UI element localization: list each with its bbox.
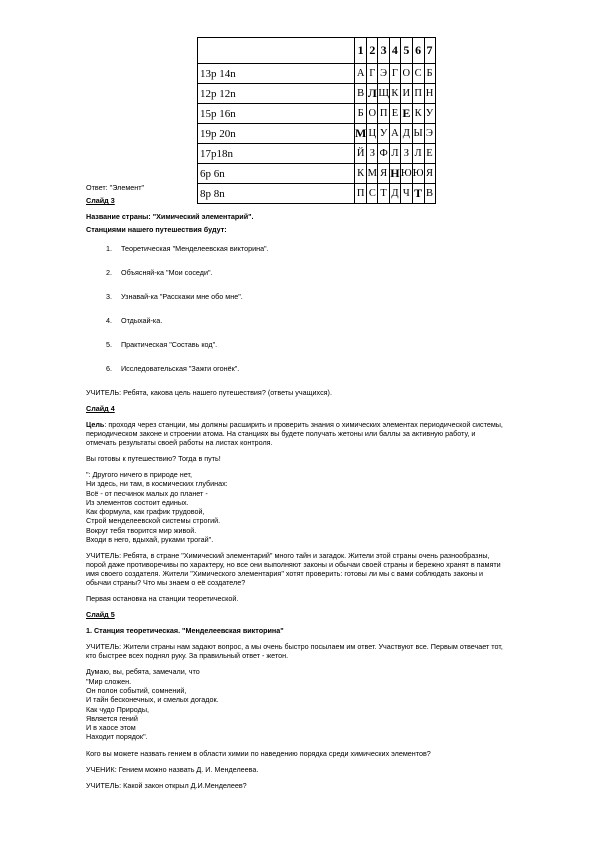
list-item <box>86 292 506 301</box>
table-row <box>198 144 436 164</box>
list-item-text: Объясняй-ка "Мои соседи". <box>121 268 213 277</box>
letter-cell: М <box>355 124 367 144</box>
letter-cell: Ы <box>412 124 424 144</box>
poem-line: Входи в него, вдыхай, руками трогай". <box>86 535 214 545</box>
letter-cell: Й <box>355 144 367 164</box>
poem-line: И в хаосе этом <box>86 723 136 733</box>
list-item <box>86 268 506 277</box>
letter-cell: М <box>367 164 378 184</box>
header-cell: 1 <box>355 38 367 64</box>
letter-cell: П <box>412 84 424 104</box>
list-item-number: 3. <box>106 292 112 301</box>
cipher-table <box>197 37 436 204</box>
table-row <box>198 164 436 184</box>
goal-paragraph <box>86 420 506 447</box>
poem-line: Как формула, как график трудовой, <box>86 507 205 517</box>
letter-cell: Д <box>400 124 412 144</box>
isotope-code-cell: 19р 20n <box>198 124 355 144</box>
list-item-text: Практическая "Составь код". <box>121 340 218 349</box>
letter-cell: Э <box>378 64 390 84</box>
table-row <box>198 84 436 104</box>
isotope-code-cell: 8р 8n <box>198 184 355 204</box>
list-item-number: 1. <box>106 244 112 253</box>
table-header-row <box>198 38 436 64</box>
station-1-title: 1. Станция теоретическая. "Менделеевская викторина" <box>86 626 284 636</box>
list-item-number: 5. <box>106 340 112 349</box>
letter-cell: Т <box>378 184 390 204</box>
letter-cell: Ц <box>367 124 378 144</box>
letter-cell: О <box>400 64 412 84</box>
letter-cell: Ч <box>400 184 412 204</box>
document-body <box>86 183 506 797</box>
teacher-paragraph: УЧИТЕЛЬ: Жители страны нам задают вопрос, а мы очень быстро посылаем им ответ. Участвуют все. Первым отвечает тот, кто быстрее всех поднял руку. За правильный ответ - жетон. <box>86 642 503 661</box>
letter-cell: З <box>400 144 412 164</box>
letter-cell: В <box>355 84 367 104</box>
letter-cell: С <box>412 64 424 84</box>
header-cell: 3 <box>378 38 390 64</box>
teacher-paragraph: УЧИТЕЛЬ: Ребята, в стране "Химический элементарий" много тайн и загадок. Жители этой страны очень разнообразны, порой даже противоречивы по характеру, но все они выполняют законы и обычаи своей страны и бережно хранят в памяти имя своего создателя. Жители "Химического элементария" хотят проверить: готовы ли мы с вами соблюдать законы и обычаи страны? Что мы знаем о её создателе? <box>86 551 501 588</box>
answer-text: Ответ: "Элемент" <box>86 183 145 192</box>
list-item <box>86 316 506 325</box>
letter-cell: Б <box>355 104 367 124</box>
isotope-code-cell: 6р 6n <box>198 164 355 184</box>
list-item <box>86 244 506 253</box>
letter-cell: Л <box>389 144 400 164</box>
country-name: Название страны: "Химический элементарий". <box>86 212 254 221</box>
letter-cell: Т <box>412 184 424 204</box>
poem-line: Всё - от песчинок малых до планет - <box>86 488 208 498</box>
letter-cell: А <box>389 124 400 144</box>
slide-5-heading: Слайд 5 <box>86 610 115 620</box>
letter-cell: Н <box>424 84 435 104</box>
table-row <box>198 124 436 144</box>
letter-cell: Л <box>412 144 424 164</box>
header-cell: 4 <box>389 38 400 64</box>
letter-cell: Ф <box>378 144 390 164</box>
letter-cell: К <box>389 84 400 104</box>
header-empty-cell <box>198 38 355 64</box>
first-stop-text: Первая остановка на станции теоретической. <box>86 594 239 604</box>
question-text: Кого вы можете назвать гением в области химии по наведению порядка среди химических элементов? <box>86 748 431 758</box>
letter-cell: С <box>367 184 378 204</box>
teacher-question: УЧИТЕЛЬ: Ребята, какова цель нашего путешествия? (ответы учащихся). <box>86 388 332 397</box>
letter-cell: А <box>355 64 367 84</box>
poem-line: Вокруг тебя творится мир живой. <box>86 525 197 535</box>
list-item-number: 2. <box>106 268 112 277</box>
ready-text: Вы готовы к путешествию? Тогда в путь! <box>86 454 221 463</box>
poem-line: Строй менделеевской системы строгий. <box>86 516 221 526</box>
letter-cell: Г <box>389 64 400 84</box>
list-item-text: Исследовательская "Зажги огонёк". <box>121 364 240 373</box>
header-cell: 5 <box>400 38 412 64</box>
letter-cell: Э <box>424 124 435 144</box>
letter-cell: К <box>412 104 424 124</box>
letter-cell: Е <box>424 144 435 164</box>
poem-line: Ни здесь, ни там, в космических глубинах: <box>86 479 228 489</box>
slide-3-heading: Слайд 3 <box>86 196 115 205</box>
letter-cell: И <box>400 84 412 104</box>
letter-cell: Е <box>400 104 412 124</box>
letter-cell: З <box>367 144 378 164</box>
table-row <box>198 104 436 124</box>
poem-line: Думаю, вы, ребята, замечали, что <box>86 667 200 677</box>
poem-2 <box>86 667 506 741</box>
header-cell: 7 <box>424 38 435 64</box>
list-item <box>86 364 506 373</box>
letter-cell: П <box>378 104 390 124</box>
list-item-text: Отдыхай-ка. <box>121 316 163 325</box>
poem-line: Находит порядок". <box>86 732 148 742</box>
teacher-question: УЧИТЕЛЬ: Какой закон открыл Д.И.Менделеев? <box>86 780 247 790</box>
letter-cell: У <box>378 124 390 144</box>
letter-cell: Е <box>389 104 400 124</box>
letter-cell: Д <box>389 184 400 204</box>
poem-1 <box>86 470 506 544</box>
list-item-text: Узнавай-ка "Расскажи мне обо мне". <box>121 292 243 301</box>
letter-cell: Щ <box>378 84 390 104</box>
table-row <box>198 64 436 84</box>
list-item <box>86 340 506 349</box>
isotope-code-cell: 13р 14n <box>198 64 355 84</box>
letter-cell: Б <box>424 64 435 84</box>
letter-cell: У <box>424 104 435 124</box>
header-cell: 2 <box>367 38 378 64</box>
letter-cell: Ю <box>400 164 412 184</box>
letter-cell: Я <box>424 164 435 184</box>
letter-cell: Н <box>389 164 400 184</box>
student-answer: УЧЕНИК: Гением можно назвать Д. И. Менделеева. <box>86 764 259 774</box>
slide-4-heading: Слайд 4 <box>86 404 115 413</box>
letter-cell: К <box>355 164 367 184</box>
letter-cell: О <box>367 104 378 124</box>
goal-label: Цель <box>86 420 105 429</box>
letter-cell: Ю <box>412 164 424 184</box>
letter-cell: Я <box>378 164 390 184</box>
isotope-code-cell: 17р18n <box>198 144 355 164</box>
letter-cell: В <box>424 184 435 204</box>
goal-text: : проходя через станции, мы должны расширить и проверить знания о химических элементах периодической системы, периодическом законе и строении атома. На станциях вы будете получать жетоны или баллы за активную работу, и отмечать результаты своей работы на листах контроля. <box>86 420 503 447</box>
letter-cell: Г <box>367 64 378 84</box>
isotope-code-cell: 15р 16n <box>198 104 355 124</box>
list-item-number: 6. <box>106 364 112 373</box>
stations-intro: Станциями нашего путешествия будут: <box>86 225 227 234</box>
list-item-text: Теоретическая "Менделеевская викторина". <box>121 244 269 253</box>
list-item-number: 4. <box>106 316 112 325</box>
poem-line: Из элементов состоит единых. <box>86 497 189 507</box>
isotope-code-cell: 12р 12n <box>198 84 355 104</box>
poem-line: Является гений <box>86 713 138 723</box>
letter-cell: Л <box>367 84 378 104</box>
stations-list <box>86 244 506 373</box>
poem-line: Как чудо Природы, <box>86 704 149 714</box>
poem-line: "Мир сложен. <box>86 676 132 686</box>
poem-line: И тайн бесконечных, и смелых догадок. <box>86 695 219 705</box>
letter-cell: П <box>355 184 367 204</box>
header-cell: 6 <box>412 38 424 64</box>
poem-line: ": Другого ничего в природе нет, <box>86 470 192 479</box>
poem-line: Он полон событий, сомнений, <box>86 685 187 695</box>
